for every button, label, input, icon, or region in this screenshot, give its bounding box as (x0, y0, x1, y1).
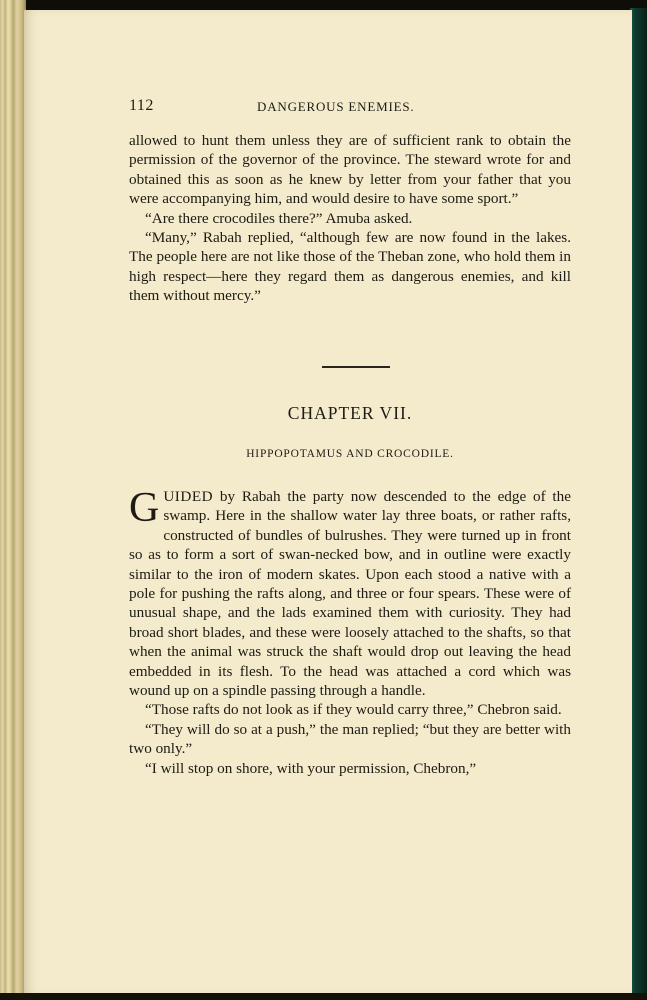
book-cover-edge (630, 8, 647, 998)
paragraph: “I will stop on shore, with your permission, Chebron,” (145, 759, 477, 777)
page-number: 112 (129, 97, 154, 114)
section-divider (322, 366, 390, 368)
paragraph: “Many,” Rabah replied, “although few are now found in the lakes. The people here are not like those of the Theban zone, who hold them in high respect—here they regard them as dangerous enemies, and kill them without mercy.” (129, 229, 571, 305)
paragraph: “Those rafts do not look as if they would carry three,” Chebron said. (145, 701, 562, 719)
chapter-subtitle: HIPPOPOTAMUS AND CROCODILE. (246, 448, 454, 460)
page-header (129, 97, 571, 119)
opening-paragraph (129, 487, 571, 700)
drop-cap: G (129, 485, 160, 531)
lead-caps: UIDED (163, 488, 214, 505)
book-binding (0, 0, 26, 1000)
running-head: DANGEROUS ENEMIES. (257, 99, 415, 114)
text-block-chapter (129, 487, 571, 778)
paragraph: allowed to hunt them unless they are of sufficient rank to obtain the permission of the governor of the province. The steward wrote for and obtained this as soon as he knew by letter from your father that you were accompanying him, and would desire to have some sport.” (129, 132, 571, 208)
chapter-title: CHAPTER VII. (287, 403, 413, 423)
paragraph-text: by Rabah the party now descended to the edge of the swamp. Here in the shallow water lay three boats, or rather rafts, constructed of bundles of bulrushes. They were turned up in front so as to form a sort of swan-necked bow, and in outline were exactly similar to the iron of modern skates. Upon each stood a native with a pole for pushing the rafts along, and three or four spears. These were of unusual shape, and the lads examined them with curiosity. They had broad short blades, and these were loosely attached to the shafts, so that when the animal was struck the shaft would drop out leaving the head embedded in its flesh. To the head was attached a cord which was wound up on a spindle passing through a handle. (129, 488, 571, 700)
text-block-top (129, 131, 571, 306)
bottom-shadow (0, 993, 647, 1000)
paragraph: “Are there crocodiles there?” Amuba asked. (145, 209, 413, 227)
paragraph: “They will do so at a push,” the man replied; “but they are better with two only.” (129, 720, 571, 758)
